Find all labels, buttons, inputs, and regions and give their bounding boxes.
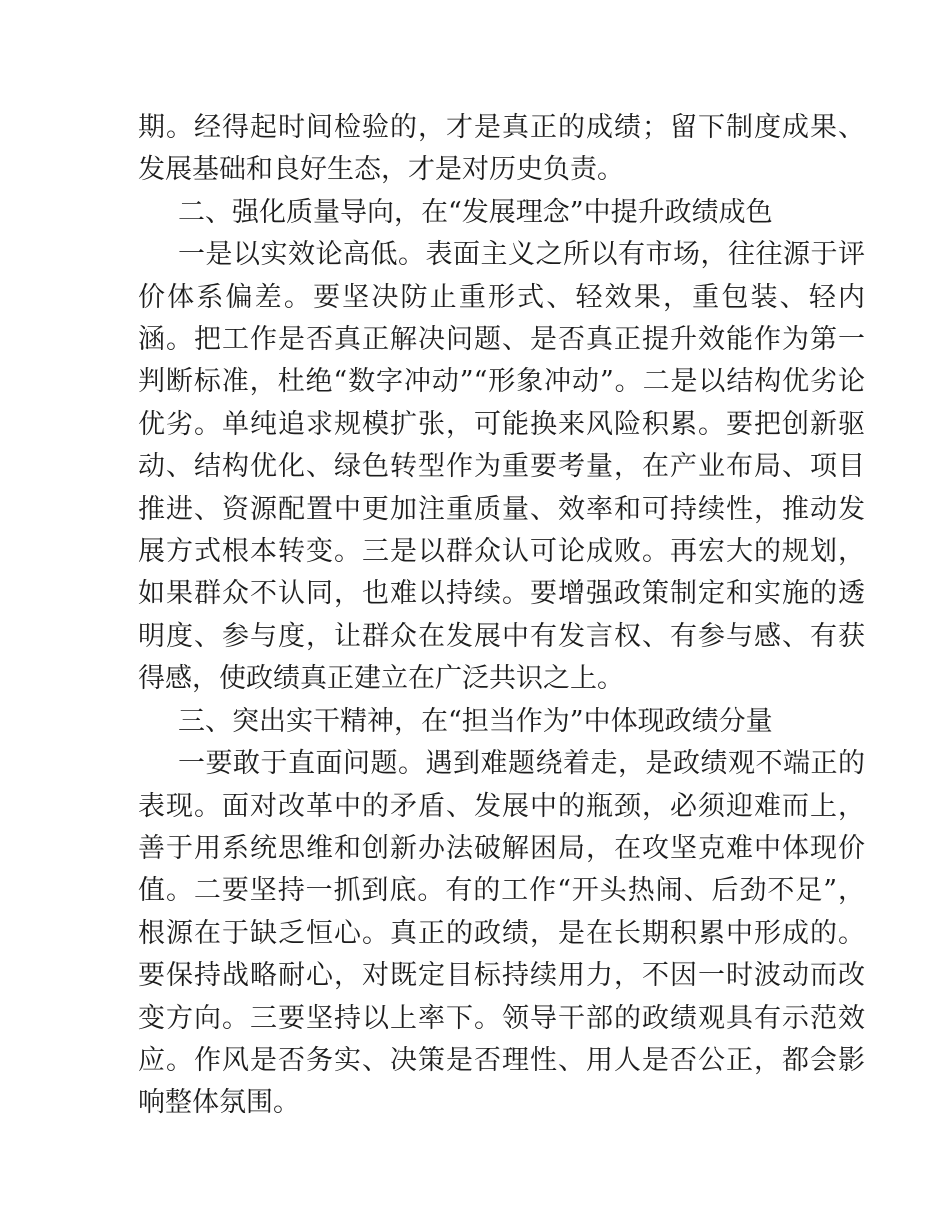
section-3-body-paragraph: 一要敢于直面问题。遇到难题绕着走，是政绩观不端正的表现。面对改革中的矛盾、发展中的瓶颈，必须迎难而上，善于用系统思维和创新办法破解困局，在攻坚克难中体现价值。二要坚持一抓到底。有的工作“开头热闹、后劲不足”，根源在于缺乏恒心。真正的政绩，是在长期积累中形成的。要保持战略耐心，对既定目标持续用力，不因一时波动而改变方向。三要坚持以上率下。领导干部的政绩观具有示范效应。作风是否务实、决策是否理性、用人是否公正，都会影响整体氛围。 — [138, 748, 865, 1119]
document-body — [138, 107, 865, 1125]
paragraph-continuation: 期。经得起时间检验的，才是真正的成绩；留下制度成果、发展基础和良好生态，才是对历史负责。 — [138, 112, 865, 186]
section-heading-2: 二、强化质量导向，在“发展理念”中提升政绩成色 — [178, 196, 773, 228]
section-2-body-paragraph: 一是以实效论高低。表面主义之所以有市场，往往源于评价体系偏差。要坚决防止重形式、轻效果，重包装、轻内涵。把工作是否真正解决问题、是否真正提升效能作为第一判断标准，杜绝“数字冲动”“形象冲动”。二是以结构优劣论优劣。单纯追求规模扩张，可能换来风险积累。要把创新驱动、结构优化、绿色转型作为重要考量，在产业布局、项目推进、资源配置中更加注重质量、效率和可持续性，推动发展方式根本转变。三是以群众认可论成败。再宏大的规划，如果群众不认同，也难以持续。要增强政策制定和实施的透明度、参与度，让群众在发展中有发言权、有参与感、有获得感，使政绩真正建立在广泛共识之上。 — [138, 239, 865, 695]
section-heading-3: 三、突出实干精神，在“担当作为”中体现政绩分量 — [178, 705, 773, 737]
